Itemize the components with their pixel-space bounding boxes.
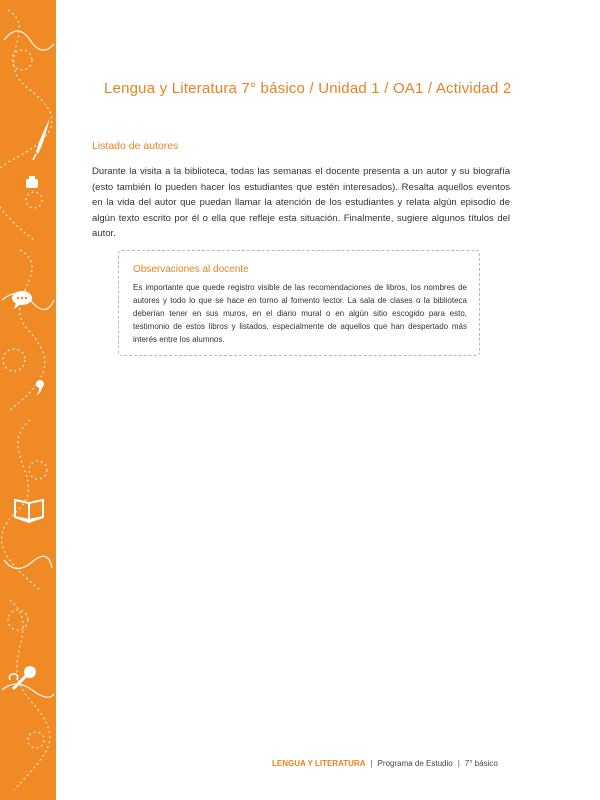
footer-grade: 7° básico [464,759,498,768]
section-body: Durante la visita a la biblioteca, todas las semanas el docente presenta a un autor y su biografía (esto también lo pueden hacer los estudiantes que estén interesados). Resalta aquellos eventos en la vida del autor que puedan llamar la atención de los estudiantes y relata algún episodio de algún texto escrito por él o ella que refleje esta situación. Finalmente, sugiere algunos títulos del autor. [92,166,510,239]
inkpot-icon [26,176,38,188]
quill-icon [33,118,50,160]
sidebar-swirls [0,0,56,800]
note-text: Es importante que quede registro visible de las recomendaciones de libros, los nombres de autores y todo lo que se hace en torno al fomento lector. La sala de clases o la biblioteca deberían tener en sus muros, en el diario mural o en algún sitio escogido para esto, testimonio de estos libros y listados, especialmente de aquellos que han despertado más interés entre los alumnos. [133,283,467,344]
footer-program: Programa de Estudio [377,759,453,768]
footer-separator-2: | [457,759,460,768]
open-book-icon [15,500,43,522]
footer-separator-1: | [370,759,373,768]
footer-subject: LENGUA Y LITERATURA [272,759,366,768]
teacher-note-box [118,250,480,356]
speech-bubble-icon [12,291,32,309]
comma-icon [36,380,44,395]
page-title: Lengua y Literatura 7° básico / Unidad 1 / OA1 / Actividad 2 [104,80,512,97]
decorative-sidebar [0,0,56,800]
note-title: Observaciones al docente [133,264,249,275]
section-title: Listado de autores [92,140,179,152]
page-footer [272,759,552,768]
